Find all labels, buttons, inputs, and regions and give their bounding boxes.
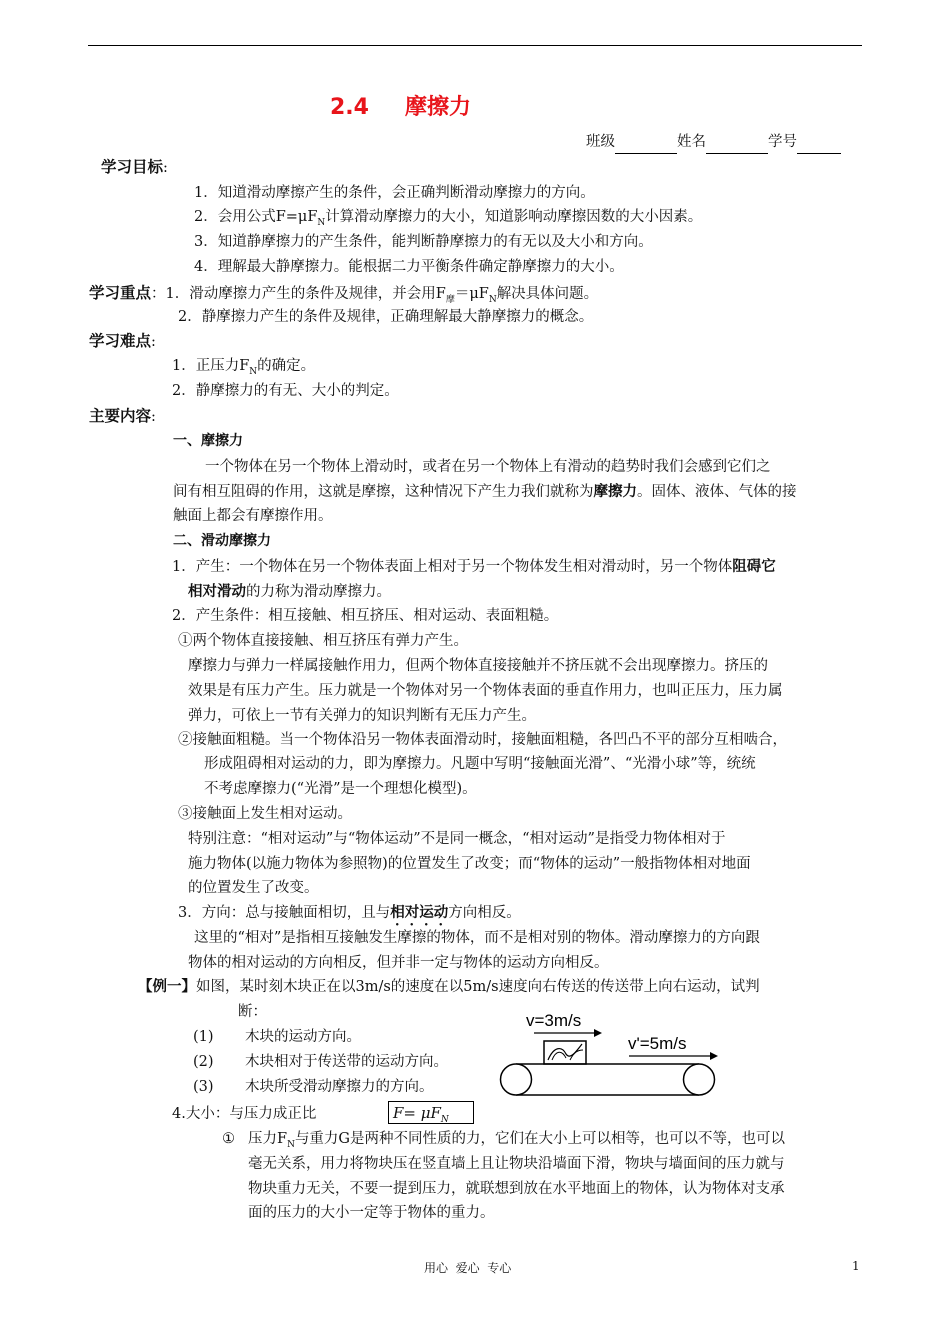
belt-velocity-arrowhead — [710, 1052, 718, 1060]
content-colon: : — [151, 409, 156, 425]
objectives-heading-text: 学习目标 — [101, 158, 164, 176]
formula-sub: N — [440, 1115, 449, 1125]
condition-3-line3: 的位置发生了改变。 — [188, 880, 319, 896]
formula-text: F= μF — [393, 1104, 441, 1122]
magnitude-line: 4.大小：与压力成正比 — [172, 1106, 317, 1122]
production-line1 — [172, 555, 776, 579]
m1-p1a: 压力F — [248, 1131, 288, 1147]
example-line1 — [138, 975, 760, 999]
condition-1-line3: 弹力，可依上一节有关弹力的知识判断有无压力产生。 — [188, 708, 536, 724]
section-1-para-line3: 触面上都会有摩擦作用。 — [173, 508, 333, 524]
title-text: 摩擦力 — [404, 95, 471, 120]
key-point-1-sub2: N — [488, 294, 497, 305]
question-1 — [193, 1025, 361, 1049]
direction-para-line1: 这里的“相对”是指相互接触发生摩擦的物体，而不是相对别的物体。滑动摩擦力的方向跟 — [194, 930, 760, 946]
class-label: 班级 — [586, 134, 615, 150]
difficulty-1b: 的确定。 — [257, 358, 316, 374]
section-2-title: 二、滑动摩擦力 — [173, 533, 271, 549]
production-line2 — [188, 580, 391, 604]
magnitude-note-line2: 毫无关系，用力将物块压在竖直墙上且让物块沿墙面下滑，物块与墙面间的压力就与 — [248, 1156, 785, 1172]
key-points-heading: 学习重点 — [89, 284, 152, 302]
belt-velocity-label: v'=5m/s — [628, 1034, 687, 1053]
magnitude-note-line3: 物块重力无关，不要一提到压力，就联想到放在水平地面上的物体，认为物体对支承 — [248, 1181, 785, 1197]
question-3 — [193, 1075, 434, 1099]
objective-2-a: 2．会用公式F=μF — [194, 209, 318, 225]
sec1-p2c: 。固体、液体、气体的接 — [637, 484, 797, 500]
name-blank[interactable] — [706, 138, 768, 154]
condition-1-line2: 效果是有压力产生。压力就是一个物体对另一个物体表面的垂直作用力，也叫正压力，压力属 — [188, 683, 783, 699]
key-point-1b: ＝μF — [454, 286, 489, 302]
difficulties-heading — [89, 329, 156, 354]
q2-num: (2) — [193, 1054, 214, 1070]
wood-block — [544, 1041, 586, 1064]
condition-2-line1: ②接触面粗糙。当一个物体沿另一物体表面滑动时，接触面粗糙，各凹凸不平的部分互相啮合， — [178, 732, 787, 748]
objective-2-b: 计算滑动摩擦力的大小，知道影响动摩擦因数的大小因素。 — [325, 209, 703, 225]
id-label: 学号 — [768, 134, 797, 150]
section-1-title: 一、摩擦力 — [173, 433, 243, 449]
example-text: 如图，某时刻木块正在以3m/s的速度在以5m/s速度向右传送的传送带上向右运动，试判 — [196, 979, 760, 995]
key-point-1c: 解决具体问题。 — [496, 286, 599, 302]
s3-bold: 相对运动 — [390, 905, 449, 921]
objective-3: 3．知道静摩擦力的产生条件，能判断静摩擦力的有无以及大小和方向。 — [194, 234, 653, 250]
block-velocity-arrowhead — [594, 1029, 602, 1037]
page-title — [330, 90, 471, 121]
q1-num: (1) — [193, 1029, 214, 1045]
example-line2: 断： — [238, 1004, 267, 1020]
q3-text: 木块所受滑动摩擦力的方向。 — [245, 1079, 434, 1095]
s1-bold: 阻碍它 — [732, 559, 776, 575]
sec1-p2a: 间有相互阻碍的作用，这就是摩擦，这种情况下产生力我们就称为 — [173, 484, 594, 500]
magnitude-note-line4: 面的压力的大小一定等于物体的重力。 — [248, 1205, 495, 1221]
objective-2-sub: N — [317, 217, 326, 228]
key-point-1-sub: 摩 — [445, 294, 455, 305]
formula-box — [388, 1101, 474, 1124]
direction-para-line2: 物体的相对运动的方向相反，但并非一定与物体的运动方向相反。 — [188, 955, 609, 971]
condition-3-line2: 施力物体(以施力物体为参照物)的位置发生了改变；而“物体的运动”一般指物体相对地面 — [188, 856, 751, 872]
conditions: 2．产生条件：相互接触、相互挤压、相对运动、表面粗糙。 — [172, 608, 559, 624]
difficulties-heading-text: 学习难点 — [89, 332, 152, 350]
name-label: 姓名 — [677, 134, 706, 150]
q3-num: (3) — [193, 1079, 214, 1095]
s1-bold2: 相对滑动 — [188, 584, 246, 600]
question-2 — [193, 1050, 448, 1074]
s3a: 3．方向：总与接触面相切，且与 — [178, 905, 391, 921]
class-blank[interactable] — [615, 138, 677, 154]
m1-sub: N — [287, 1139, 295, 1150]
q2-text: 木块相对于传送带的运动方向。 — [245, 1054, 448, 1070]
block-velocity-label: v=3m/s — [526, 1011, 582, 1030]
condition-3-line1: 特别注意：“相对运动”与“物体运动”不是同一概念，“相对运动”是指受力物体相对于 — [188, 831, 726, 847]
key-point-1a: ：1．滑动摩擦力产生的条件及规律，并会用F — [151, 286, 446, 302]
example-label: 【例一】 — [138, 979, 196, 995]
conveyor-diagram — [496, 1002, 726, 1107]
s1d: 的力称为滑动摩擦力。 — [246, 584, 391, 600]
content-heading — [89, 404, 156, 429]
key-point-2: 2．静摩擦力产生的条件及规律，正确理解最大静摩擦力的概念。 — [178, 309, 594, 325]
objectives-colon: : — [163, 160, 168, 176]
objective-4: 4．理解最大静摩擦力。能根据二力平衡条件确定静摩擦力的大小。 — [194, 259, 624, 275]
condition-1-line1: 摩擦力与弹力一样属接触作用力，但两个物体直接接触并不挤压就不会出现摩擦力。挤压的 — [188, 658, 768, 674]
content-heading-text: 主要内容 — [89, 407, 152, 425]
right-roller — [684, 1064, 715, 1095]
objectives-heading — [101, 155, 168, 180]
m1-num: ① — [222, 1131, 235, 1147]
difficulties-colon: : — [151, 334, 156, 350]
condition-1: ①两个物体直接接触、相互挤压有弹力产生。 — [178, 633, 468, 649]
difficulty-1-sub: N — [249, 366, 258, 377]
conveyor-belt — [501, 1064, 715, 1095]
objective-1: 1．知道滑动摩擦产生的条件，会正确判断滑动摩擦力的方向。 — [194, 185, 595, 201]
left-roller — [501, 1064, 532, 1095]
condition-2-line2: 形成阻碍相对运动的力，即为摩擦力。凡题中写明“接触面光滑”、“光滑小球”等，统统 — [204, 756, 756, 772]
difficulty-1a: 1．正压力F — [172, 358, 250, 374]
condition-2-line3: 不考虑摩擦力(“光滑”是一个理想化模型)。 — [204, 781, 477, 797]
condition-3: ③接触面上发生相对运动。 — [178, 806, 352, 822]
sec1-p2-bold: 摩擦力 — [593, 484, 637, 500]
s1a: 1．产生：一个物体在另一个物体表面上相对于另一个物体发生相对滑动时，另一个物体 — [172, 559, 733, 575]
page-number: 1 — [852, 1259, 860, 1273]
m1-p1b: 与重力G是两种不同性质的力，它们在大小上可以相等，也可以不等，也可以 — [294, 1131, 786, 1147]
direction-line — [178, 901, 521, 929]
s3c: 方向相反。 — [448, 905, 521, 921]
section-1-para-line2 — [173, 480, 797, 504]
section-1-para-line1: 一个物体在另一个物体上滑动时，或者在另一个物体上有滑动的趋势时我们会感到它们之 — [205, 459, 771, 475]
header-rule — [88, 45, 862, 46]
q1-text: 木块的运动方向。 — [245, 1029, 361, 1045]
footer-motto: 用心 爱心 专心 — [424, 1261, 512, 1275]
difficulty-2: 2．静摩擦力的有无、大小的判定。 — [172, 383, 399, 399]
id-blank[interactable] — [797, 138, 841, 154]
student-info-line — [586, 130, 841, 154]
title-number: 2.4 — [330, 95, 369, 120]
